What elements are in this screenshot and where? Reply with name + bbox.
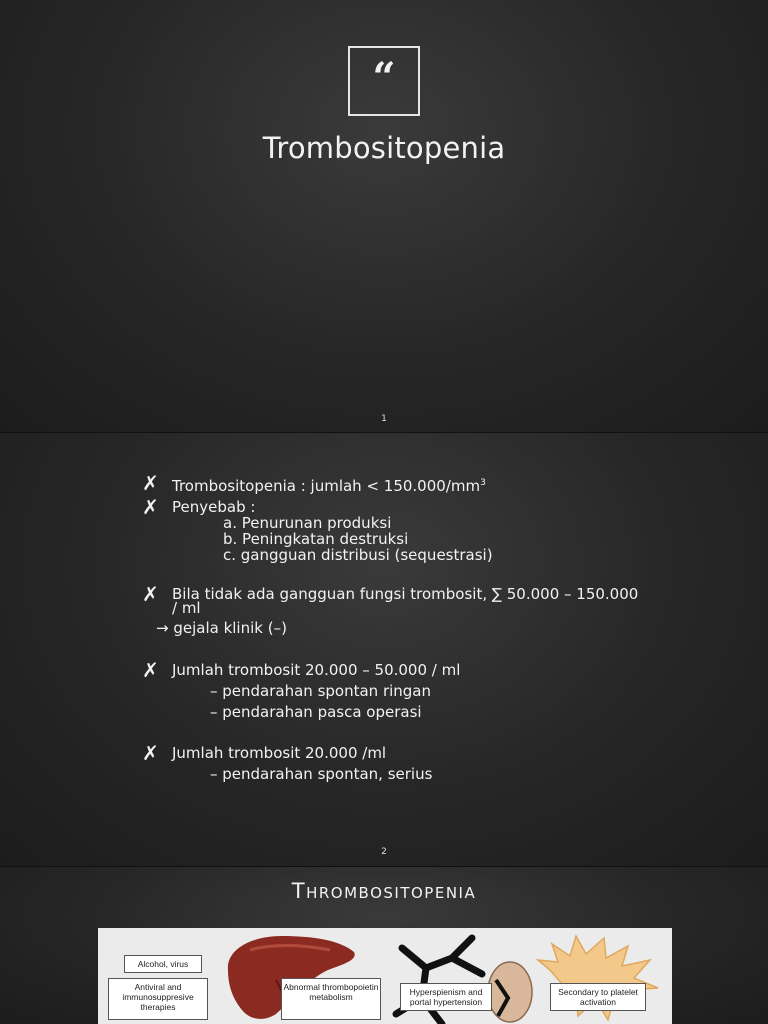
bullet-cross-icon: ✗ [142,582,159,606]
page-number-2: 2 [381,847,387,857]
bullet-cross-icon: ✗ [142,495,159,519]
bullet-line-1 [172,475,486,495]
slide-3 [0,867,768,1024]
sub-item-4b: – pendarahan pasca operasi [210,703,422,721]
slide-1-title: Trombositopenia [262,131,506,165]
quote-box [348,46,420,116]
sub-item-b: b. Peningkatan destruksi [223,530,409,548]
bullet-line-3-note: → gejala klinik (–) [156,619,287,637]
bullet-cross-icon: ✗ [142,658,159,682]
figure-box-alcohol-virus: Alcohol, virus [124,955,202,973]
page-number-1: 1 [381,414,387,424]
figure-box-platelet-activation: Secondary to platelet activation [550,983,646,1011]
slide-2 [0,433,768,866]
figure-box-antiviral-therapies: Antiviral and immunosuppresive therapies [108,978,208,1020]
bullet-cross-icon: ✗ [142,741,159,765]
bullet-line-3: Bila tidak ada gangguan fungsi trombosit, ∑ 50.000 – 150.000 [172,585,639,603]
sub-item-5a: – pendarahan spontan, serius [210,765,433,783]
slide-3-title: Thrombositopenia [291,879,477,903]
sub-item-c: c. gangguan distribusi (sequestrasi) [223,546,493,564]
bullet-line-1-text: Trombositopenia : jumlah < 150.000/mm [172,477,481,495]
bullet-line-2: Penyebab : [172,498,256,516]
bullet-line-3-cont: / ml [172,599,201,617]
superscript: 3 [480,478,486,488]
bullet-line-4: Jumlah trombosit 20.000 – 50.000 / ml [172,661,461,679]
bullet-line-5: Jumlah trombosit 20.000 /ml [172,744,387,762]
sub-item-a: a. Penurunan produksi [223,514,392,532]
slide-1 [0,0,768,432]
bullet-cross-icon: ✗ [142,471,159,495]
sub-item-4a: – pendarahan spontan ringan [210,682,432,700]
thrombocytopenia-causes-figure [98,928,672,1024]
figure-box-thrombopoietin: Abnormal thrombopoietin metabolism [281,978,381,1020]
figure-box-hypersplenism: Hyperspienism and portal hypertension [400,983,492,1011]
quote-icon: “ [372,54,396,101]
